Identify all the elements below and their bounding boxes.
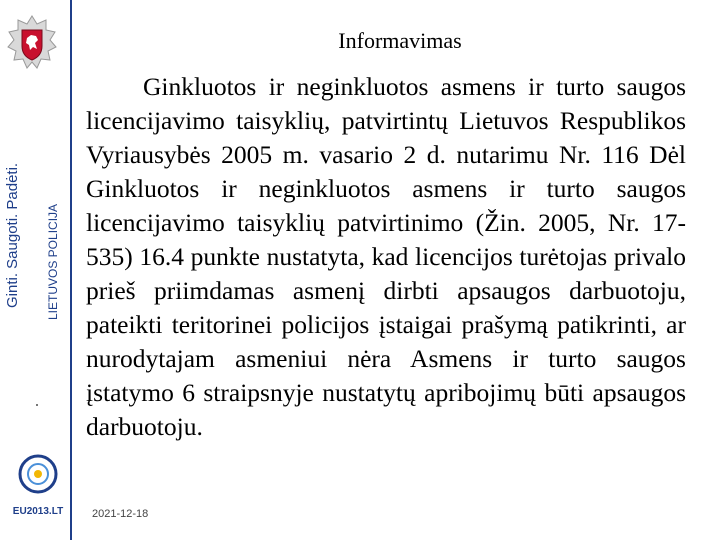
sidebar bbox=[0, 0, 78, 540]
slide-title: Informavimas bbox=[338, 28, 462, 53]
slide-date: 2021-12-18 bbox=[92, 508, 149, 520]
organization-name: LIETUVOS POLICIJA bbox=[46, 203, 60, 320]
decorative-dot bbox=[36, 404, 38, 406]
police-star-badge-icon bbox=[6, 14, 58, 74]
eu-logo-text: EU2013.LT bbox=[12, 506, 64, 517]
slide-body-text: Ginkluotos ir neginkluotos asmens ir turto saugos licencijavimo taisyklių, patvirtintų Lietuvos Respublikos Vyriausybės 2005 m. vasario 2 d. nutarimu Nr. 116 Dėl Ginkluotos ir neginkluotos asmens ir turto saugos licencijavimo taisyklių patvirtinimo (Žin. 2005, Nr. 17-535) 16.4 punkte nustatyta, kad licencijos turėtojas privalo prieš priimdamas asmenį dirbti apsaugos darbuotoju, pateikti teritorinei policijos įstaigai prašymą patikrinti, ar nurodytajam asmeniui nėra Asmens ir turto saugos įstatymo 6 straipsnyje nustatytų apribojimų būti apsaugos darbuotoju. bbox=[86, 72, 686, 441]
sidebar-divider bbox=[70, 0, 72, 540]
eu-presidency-logo bbox=[8, 450, 68, 522]
police-motto: Ginti. Saugoti. Padėti. bbox=[4, 162, 21, 308]
